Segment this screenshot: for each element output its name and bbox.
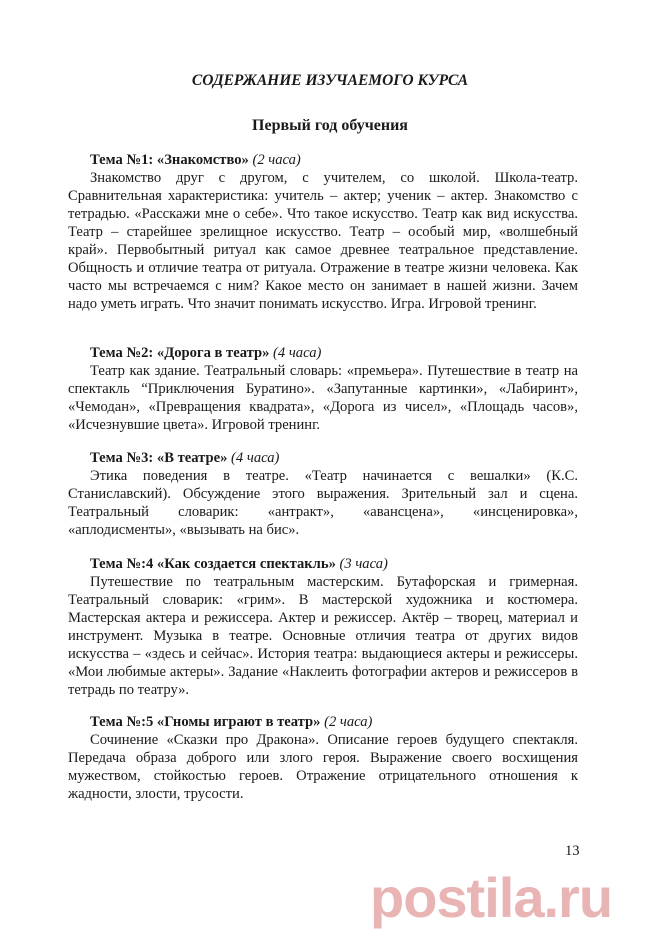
- watermark-logo: postila.ru: [370, 866, 613, 929]
- topic-title-row: [68, 344, 578, 362]
- topic-section-1: [68, 151, 578, 313]
- topic-title-row: [68, 449, 578, 467]
- topic-hours: (4 часа): [269, 345, 322, 361]
- topic-title-row: [68, 555, 578, 573]
- topic-body: Знакомство друг с другом, с учителем, со школой. Школа-театр. Сравнительная характеристика: учитель – актер; ученик – актер. Знакомство с тетрадью. «Расскажи мне о себе». Что такое искусство. Театр как вид искусства. Театр – старейшее зрелищное искусство. Театр – особый мир, «волшебный край». Первобытный ритуал как самое древнее театральное представление. Общность и отличие театра от ритуала. Отражение в театре жизни человека. Как часто мы встречаемся с ним? Какое место он занимает в нашей жизни. Зачем надо уметь играть. Что значит понимать искусство. Игра. Игровой тренинг.: [68, 170, 578, 312]
- topic-section-2: [68, 344, 578, 434]
- topic-section-3: [68, 449, 578, 539]
- topic-hours: (4 часа): [227, 450, 280, 466]
- topic-title-row: [68, 713, 578, 731]
- course-content-heading: СОДЕРЖАНИЕ ИЗУЧАЕМОГО КУРСА: [191, 72, 469, 89]
- topic-body: Этика поведения в театре. «Театр начинается с вешалки» (К.С. Станиславский). Обсуждение этого выражения. Зрительный зал и сцена. Театральный словарик: «антракт», «авансцена», «инсценировка», «аплодисменты», «вызывать на бис».: [68, 468, 578, 538]
- topic-title: Тема №:4 «Как создается спектакль»: [90, 556, 336, 572]
- topic-title: Тема №1: «Знакомство»: [90, 152, 249, 168]
- topic-body: Путешествие по театральным мастерским. Бутафорская и гримерная. Театральный словарик: «грим». В мастерской художника и костюмера. Мастерская актера и режиссера. Актер и режиссер. Актёр – творец, материал и инструмент. Музыка в театре. Основные отличия театра от других видов искусства – «здесь и сейчас». История театра: выдающиеся актеры и режиссеры. «Мои любимые актеры». Задание «Наклеить фотографии актеров и режиссеров в тетрадь по театру».: [68, 574, 578, 698]
- topic-body: Театр как здание. Театральный словарь: «премьера». Путешествие в театр на спектакль “Приключения Буратино». «Запутанные картинки», «Лабиринт», «Чемодан», «Превращения квадрата», «Дорога из чисел», «Площадь часов», «Исчезнувшие цвета». Игровой тренинг.: [68, 363, 578, 433]
- topic-body: Сочинение «Сказки про Дракона». Описание героев будущего спектакля. Передача образа доброго или злого героя. Выражение своего восхищения мужеством, стойкостью героев. Отражение отрицательного отношения к жадности, злости, трусости.: [68, 732, 578, 802]
- first-year-subheading: Первый год обучения: [252, 117, 408, 134]
- topic-title: Тема №2: «Дорога в театр»: [90, 345, 270, 361]
- page-number: 13: [565, 843, 580, 859]
- topic-section-5: [68, 713, 578, 803]
- topic-section-4: [68, 555, 578, 699]
- topic-hours: (2 часа): [320, 714, 373, 730]
- topic-title: Тема №3: «В театре»: [90, 450, 228, 466]
- topic-title: Тема №:5 «Гномы играют в театр»: [90, 714, 321, 730]
- topic-hours: (3 часа): [335, 556, 388, 572]
- topic-hours: (2 часа): [248, 152, 301, 168]
- topic-title-row: [68, 151, 578, 169]
